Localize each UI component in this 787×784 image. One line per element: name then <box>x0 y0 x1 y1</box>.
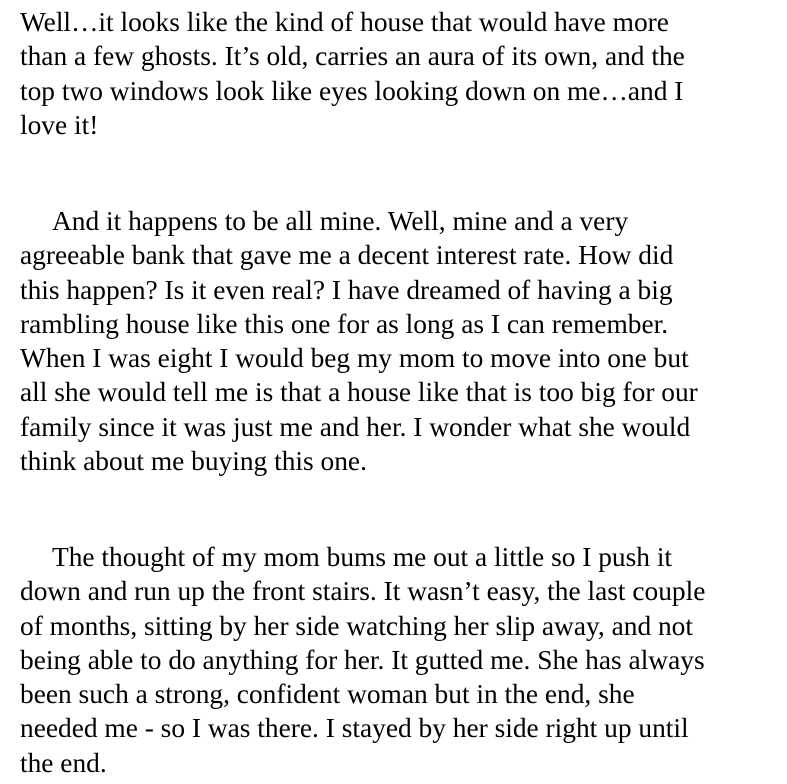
text-line: than a few ghosts. It’s old, carries an aura of its own, and the <box>20 41 685 72</box>
text-line: of months, sitting by her side watching her slip away, and not <box>20 610 693 641</box>
paragraph-3 <box>20 540 705 780</box>
text-line: And it happens to be all mine. Well, mine and a very <box>52 206 629 236</box>
paragraph-1 <box>20 5 685 142</box>
text-line: agreeable bank that gave me a decent interest rate. How did <box>20 240 674 271</box>
text-line: When I was eight I would beg my mom to move into one but <box>20 343 689 374</box>
text-line: Well…it looks like the kind of house that would have more <box>20 7 669 37</box>
text-line: being able to do anything for her. It gutted me. She has always <box>20 644 705 675</box>
text-line: top two windows look like eyes looking down on me…and I <box>20 75 684 106</box>
text-line: down and run up the front stairs. It wasn’t easy, the last couple <box>20 576 706 607</box>
text-line: think about me buying this one. <box>20 446 367 477</box>
text-line: been such a strong, confident woman but in the end, she <box>20 679 635 710</box>
text-line: all she would tell me is that a house like that is too big for our <box>20 377 698 408</box>
text-line: needed me - so I was there. I stayed by her side right up until <box>20 713 689 744</box>
text-line: this happen? Is it even real? I have dreamed of having a big <box>20 274 673 305</box>
text-line: family since it was just me and her. I wonder what she would <box>20 411 691 442</box>
paragraph-2 <box>20 204 698 478</box>
text-line: the end. <box>20 747 107 778</box>
text-line: rambling house like this one for as long as I can remember. <box>20 308 669 339</box>
text-line: love it! <box>20 109 99 140</box>
text-line: The thought of my mom bums me out a little so I push it <box>52 542 673 572</box>
